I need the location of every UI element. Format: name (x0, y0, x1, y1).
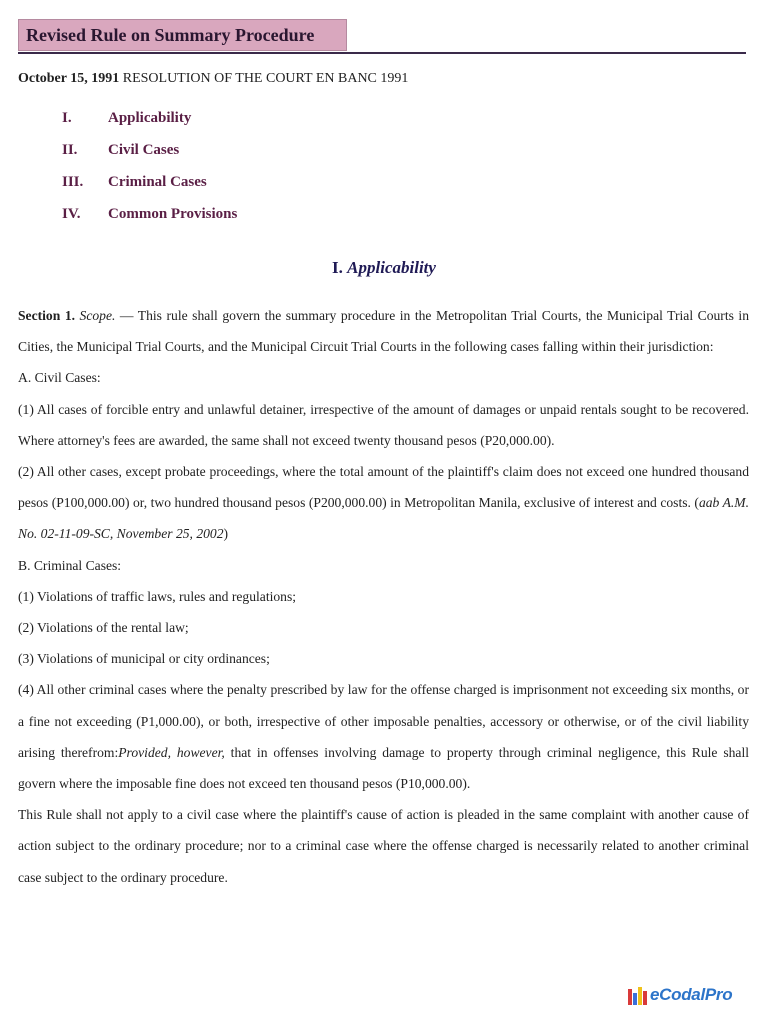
toc-item-criminal-cases[interactable] (62, 174, 362, 206)
scope-label: Scope. (79, 308, 116, 323)
section-heading-title: Applicability (347, 258, 436, 277)
title-bar (18, 19, 746, 54)
toc-label[interactable]: Criminal Cases (108, 174, 207, 190)
criminal-case-text: (4) All other criminal cases where the penalty prescribed by law for the offense charged is imprisonment not exceeding six months, or a fine not exceeding (P1,000.00), or both, irrespective of other imposable penalties, accessory or otherwise, or of the civil liability arising therefrom: (18, 682, 749, 760)
toc-number: IV. (62, 206, 81, 222)
section-1-paragraph (18, 300, 749, 362)
ecodalpro-logo-text: eCodalPro (650, 985, 733, 1004)
toc-number: II. (62, 142, 78, 158)
date-line (18, 71, 408, 87)
toc-label[interactable]: Civil Cases (108, 142, 180, 158)
page-title: Revised Rule on Summary Procedure (18, 19, 347, 51)
resolution-date: October 15, 1991 (18, 71, 120, 86)
section-label: Section 1. (18, 308, 76, 323)
criminal-cases-heading: B. Criminal Cases: (18, 557, 122, 573)
citation-close: ) (223, 526, 229, 542)
toc-number: I. (62, 110, 72, 126)
section-heading-number: I. (332, 258, 348, 277)
table-of-contents (62, 110, 362, 238)
toc-number: III. (62, 174, 84, 190)
criminal-case-item (18, 674, 749, 799)
toc-item-common-provisions[interactable] (62, 206, 362, 238)
civil-case-item: (1) All cases of forcible entry and unlawful detainer, irrespective of the amount of damages or unpaid rentals sought to be recovered. Where attorney's fees are awarded, the same shall not exceed twenty thousand pesos (P20,000.00). (18, 401, 749, 448)
toc-label[interactable]: Common Provisions (108, 206, 238, 222)
toc-item-civil-cases[interactable] (62, 142, 362, 174)
rule-body (18, 300, 749, 893)
section-heading (0, 258, 768, 278)
criminal-case-text: that in offenses involving damage to property through criminal negligence, this Rule shall govern where the imposable fine does not exceed ten thousand pesos (P10,000.00). (18, 744, 749, 792)
civil-case-item (18, 456, 749, 550)
criminal-case-item: (3) Violations of municipal or city ordinances; (18, 651, 270, 667)
ecodalpro-logo-icon (628, 985, 648, 1005)
ecodalpro-logo (628, 983, 732, 1007)
civil-case-text: (2) All other cases, except probate proceedings, where the total amount of the plaintiff's claim does not exceed one hundred thousand pesos (P100,000.00) or, two hundred thousand pesos (P200,000.00) in Metropolitan Manila, exclusive of interest and costs. ( (18, 464, 749, 511)
proviso-text: Provided, however, (118, 744, 225, 760)
section-text: — This rule shall govern the summary procedure in the Metropolitan Trial Courts, the Municipal Trial Courts in Cities, the Municipal Trial Courts, and the Municipal Circuit Trial Courts in the following cases falling within their jurisdiction: (18, 308, 749, 355)
toc-item-applicability[interactable] (62, 110, 362, 142)
resolution-heading: RESOLUTION OF THE COURT EN BANC 1991 (119, 71, 409, 86)
amendment-citation: aab A.M. No. 02-11-09-SC, November 25, 2002 (18, 495, 749, 542)
criminal-case-item: (2) Violations of the rental law; (18, 620, 189, 636)
civil-cases-heading: A. Civil Cases: (18, 370, 101, 386)
criminal-case-item: (1) Violations of traffic laws, rules and regulations; (18, 588, 297, 604)
toc-label[interactable]: Applicability (108, 110, 192, 126)
closing-paragraph: This Rule shall not apply to a civil case where the plaintiff's cause of action is pleaded in the same complaint with another cause of action subject to the ordinary procedure; nor to a criminal case where the offense charged is necessarily related to another criminal case subject to the ordinary procedure. (18, 807, 749, 885)
